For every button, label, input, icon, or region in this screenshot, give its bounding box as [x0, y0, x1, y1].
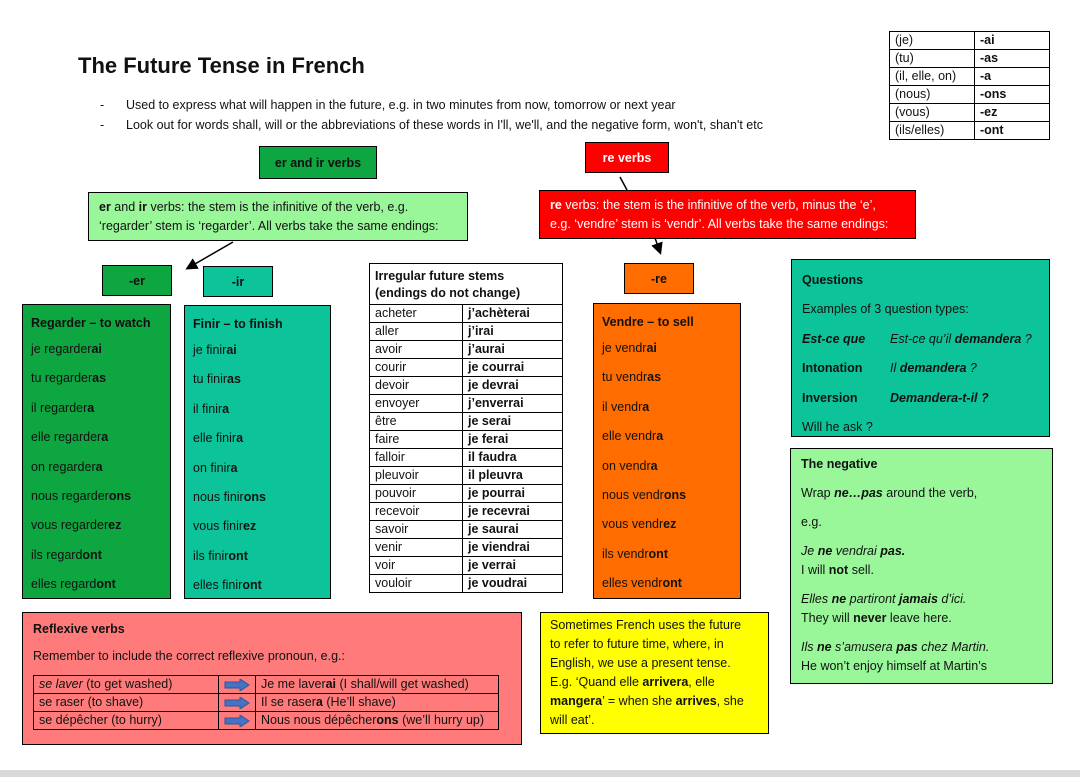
re-verbs-header: re verbs: [585, 142, 669, 173]
table-row: (ils/elles) -ont: [890, 122, 1050, 140]
table-row: venir je viendrai: [370, 539, 563, 557]
regarder-conjugation-box: [22, 304, 171, 599]
questions-box: Questions Examples of 3 question types: Est-ce que Est-ce qu’il demandera ? Intonation Il demandera ? Inversion Demandera-t-il ? Will he ask ?: [791, 259, 1050, 437]
regarder-title: Regarder – to watch: [31, 316, 151, 330]
list-item: ils regardont: [31, 547, 102, 562]
list-item: elles finiront: [193, 578, 262, 593]
arrow-icon: [219, 712, 256, 730]
list-item: nous finirons: [193, 489, 266, 504]
arrow-icon: [219, 676, 256, 694]
list-item: tu finiras: [193, 372, 241, 387]
list-item: elles vendront: [602, 576, 682, 591]
negative-box: The negative Wrap ne…pas around the verb, e.g. Je ne vendrai pas. I will not sell. Elles ne partiront jamais d’ici. They will never leave here. Ils ne s’amusera pas chez Martin. He won’t enjoy himself at Martin’s: [790, 448, 1053, 684]
vendre-conjugation-box: [593, 303, 741, 599]
list-item: elles regardont: [31, 577, 116, 592]
question-type-inversion: Inversion Demandera-t-il ?: [802, 390, 989, 405]
list-item: nous vendrons: [602, 487, 687, 502]
list-item: vous regarderez: [31, 518, 122, 533]
list-item: elle finira: [193, 431, 244, 446]
table-row: avoir j’aurai: [370, 341, 563, 359]
future-usage-note: Sometimes French uses the future to refer to future time, where, in English, we use a present tense. E.g. ‘Quand elle arrivera, elle mangera’ = when she arrives, she will eat’.: [540, 612, 769, 734]
irregular-stems-table: [369, 263, 563, 593]
table-row: (nous) -ons: [890, 86, 1050, 104]
er-label: -er: [102, 265, 172, 296]
irregular-header: Irregular future stems (endings do not change): [370, 264, 563, 305]
list-item: je finirai: [193, 343, 237, 357]
finir-title: Finir – to finish: [193, 317, 283, 331]
table-row: être je serai: [370, 413, 563, 431]
bullet-item: - Look out for words shall, will or the abbreviations of these words in I'll, we'll, and the negative form, won't, shan't etc: [100, 118, 763, 132]
reflexive-table: [33, 675, 499, 730]
table-row: courir je courrai: [370, 359, 563, 377]
ir-label: -ir: [203, 266, 273, 297]
table-row: (je) -ai: [890, 32, 1050, 50]
arrow-re-bottom: [655, 238, 660, 252]
list-item: ils finiront: [193, 548, 248, 563]
list-item: on regardera: [31, 459, 103, 474]
list-item: tu regarderas: [31, 371, 107, 386]
list-item: elle vendra: [602, 429, 664, 444]
re-rule-box: re verbs: the stem is the infinitive of the verb, minus the ‘e’, e.g. ‘vendre’ stem is ‘vendr’. All verbs take the same endings:: [539, 190, 916, 239]
table-row: devoir je devrai: [370, 377, 563, 395]
reflexive-title: Reflexive verbs: [33, 622, 125, 636]
table-row: aller j’irai: [370, 323, 563, 341]
table-row: (vous) -ez: [890, 104, 1050, 122]
table-row: pouvoir je pourrai: [370, 485, 563, 503]
arrow-icon: [219, 694, 256, 712]
list-item: on finira: [193, 460, 238, 475]
negative-title: The negative: [801, 457, 878, 471]
question-type-intonation: Intonation Il demandera ?: [802, 361, 977, 376]
table-row: se raser (to shave) Il se rasera (He’ll shave): [34, 694, 499, 712]
list-item: vous finirez: [193, 519, 257, 534]
table-row: acheter j’achèterai: [370, 305, 563, 323]
table-row: faire je ferai: [370, 431, 563, 449]
list-item: il vendra: [602, 399, 650, 414]
table-row: pleuvoir il pleuvra: [370, 467, 563, 485]
reflexive-verbs-box: Reflexive verbs Remember to include the correct reflexive pronoun, e.g.: se laver (to get washed) Je me laverai (I shall/will get washed) se raser (to shave) Il se rasera (He’ll shave) se dépêcher (to hurry) Nous nous dépêcherons (we’ll hurry up): [22, 612, 522, 745]
list-item: tu vendras: [602, 370, 662, 385]
er-ir-verbs-header: er and ir verbs: [259, 146, 377, 179]
vendre-title: Vendre – to sell: [602, 315, 694, 329]
finir-conjugation-box: [184, 305, 331, 599]
table-row: savoir je saurai: [370, 521, 563, 539]
question-type-estceque: Est-ce que Est-ce qu’il demandera ?: [802, 331, 1032, 346]
er-ir-rule-box: er and ir verbs: the stem is the infinitive of the verb, e.g. ‘regarder’ stem is ‘regarder’. All verbs take the same endings:: [88, 192, 468, 241]
questions-title: Questions: [802, 273, 864, 287]
arrow-re-top: [620, 177, 627, 190]
bullet-item: - Used to express what will happen in the future, e.g. in two minutes from now, tomorrow or next year: [100, 98, 676, 112]
arrow-to-er-ir: [188, 242, 233, 268]
list-item: on vendra: [602, 458, 658, 473]
list-item: il finira: [193, 401, 230, 416]
table-row: se dépêcher (to hurry) Nous nous dépêcherons (we’ll hurry up): [34, 712, 499, 730]
page-title: The Future Tense in French: [78, 53, 365, 78]
re-label: -re: [624, 263, 694, 294]
list-item: vous vendrez: [602, 517, 677, 532]
table-row: (il, elle, on) -a: [890, 68, 1050, 86]
table-row: recevoir je recevrai: [370, 503, 563, 521]
table-row: vouloir je voudrai: [370, 575, 563, 593]
table-row: envoyer j’enverrai: [370, 395, 563, 413]
list-item: elle regardera: [31, 430, 109, 445]
table-row: (tu) -as: [890, 50, 1050, 68]
list-item: il regardera: [31, 400, 95, 415]
table-row: falloir il faudra: [370, 449, 563, 467]
list-item: ils vendront: [602, 546, 668, 561]
table-row: voir je verrai: [370, 557, 563, 575]
list-item: nous regarderons: [31, 488, 132, 503]
table-row: se laver (to get washed) Je me laverai (I shall/will get washed): [34, 676, 499, 694]
page-bottom-edge: [0, 770, 1080, 777]
list-item: je vendrai: [602, 341, 657, 355]
list-item: je regarderai: [31, 342, 102, 356]
